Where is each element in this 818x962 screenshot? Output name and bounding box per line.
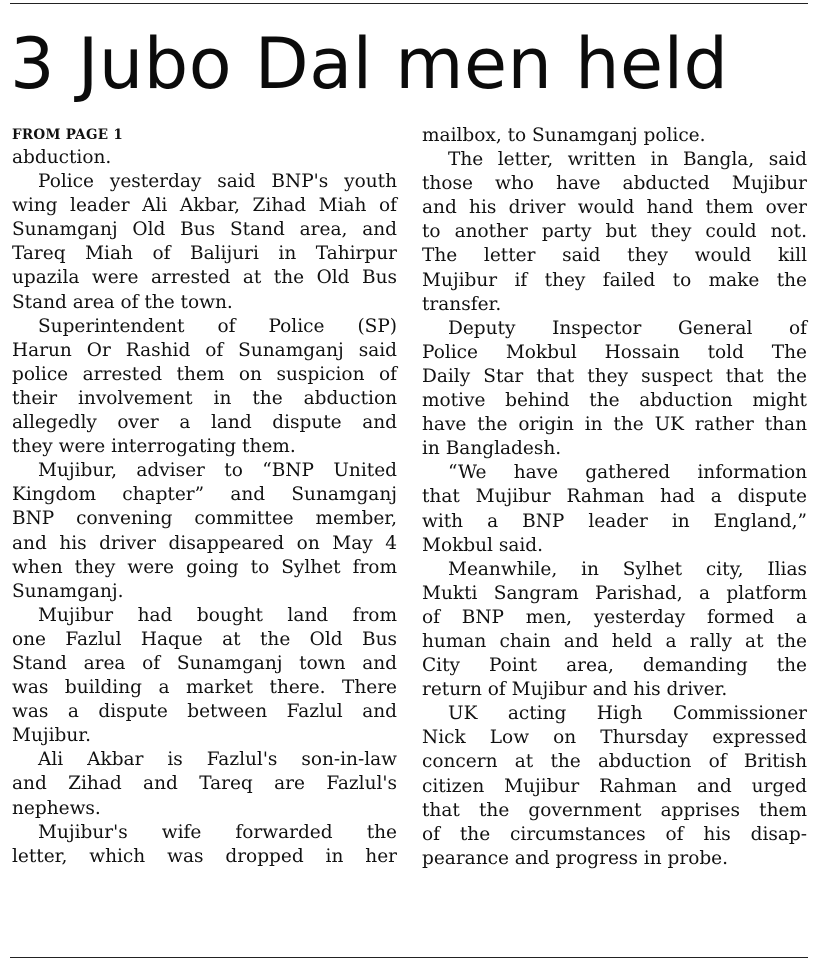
top-rule bbox=[10, 3, 808, 4]
article-line: Mujibur, adviser to “BNP United bbox=[38, 460, 397, 482]
article-line: was a dispute between Fazlul and bbox=[12, 701, 397, 723]
article-line: Mujibur if they failed to make the bbox=[422, 269, 807, 291]
article-line: with a BNP leader in England,” bbox=[422, 510, 807, 532]
article-line: that the government apprises them bbox=[422, 799, 807, 821]
article-line: they were interrogating them. bbox=[12, 436, 296, 458]
article-line: “We have gathered information bbox=[448, 462, 807, 484]
headline: 3 Jubo Dal men held bbox=[10, 23, 729, 105]
article-line: City Point area, demanding the bbox=[422, 655, 807, 677]
article-line: Mujibur had bought land from bbox=[38, 604, 397, 626]
article-line: have the origin in the UK rather than bbox=[422, 414, 807, 436]
article-line: Mukti Sangram Parishad, a platform bbox=[422, 582, 807, 604]
article-line: in Bangladesh. bbox=[422, 438, 562, 460]
article-line: Mokbul said. bbox=[422, 534, 544, 556]
article-line: of the circumstances of his disap- bbox=[422, 823, 807, 845]
article-line: return of Mujibur and his driver. bbox=[422, 679, 728, 701]
article-line: and his driver disappeared on May 4 bbox=[12, 532, 397, 554]
article-line: and Zihad and Tareq are Fazlul's bbox=[12, 773, 397, 795]
article-line: one Fazlul Haque at the Old Bus bbox=[12, 628, 397, 650]
article-line: BNP convening committee member, bbox=[12, 508, 397, 530]
article-line: when they were going to Sylhet from bbox=[12, 556, 397, 578]
article-line: citizen Mujibur Rahman and urged bbox=[422, 775, 807, 797]
continuation-kicker: FROM PAGE 1 bbox=[12, 127, 124, 143]
article-line: Kingdom chapter” and Sunamganj bbox=[12, 484, 397, 506]
article-line: Mujibur. bbox=[12, 725, 91, 747]
article-line: motive behind the abduction might bbox=[422, 390, 807, 412]
article-line: those who have abducted Mujibur bbox=[422, 173, 807, 195]
article-line: Sunamganj Old Bus Stand area, and bbox=[12, 219, 397, 241]
article-line: letter, which was dropped in her bbox=[12, 845, 397, 867]
article-line: Meanwhile, in Sylhet city, Ilias bbox=[448, 558, 807, 580]
article-line: mailbox, to Sunamganj police. bbox=[422, 125, 706, 146]
article-line: Nick Low on Thursday expressed bbox=[422, 727, 807, 749]
article-line: their involvement in the abduction bbox=[12, 387, 397, 409]
article-line: Superintendent of Police (SP) bbox=[38, 315, 397, 337]
article-line: to another party but they could not. bbox=[422, 221, 807, 243]
article-line: Harun Or Rashid of Sunamganj said bbox=[12, 339, 397, 361]
article-line: Sunamganj. bbox=[12, 580, 124, 602]
article-line: concern at the abduction of British bbox=[422, 751, 807, 773]
article-line: wing leader Ali Akbar, Zihad Miah of bbox=[12, 195, 397, 217]
article-line: nephews. bbox=[12, 797, 101, 819]
article-line: of BNP men, yesterday formed a bbox=[422, 606, 807, 628]
article-line: Police yesterday said BNP's youth bbox=[38, 171, 397, 193]
article-line: Deputy Inspector General of bbox=[448, 317, 807, 339]
article-line: police arrested them on suspicion of bbox=[12, 363, 397, 385]
article-line: was building a market there. There bbox=[12, 677, 397, 699]
article-line: abduction. bbox=[12, 147, 112, 168]
article-line: Police Mokbul Hossain told The bbox=[422, 341, 807, 363]
article-line: pearance and progress in probe. bbox=[422, 847, 728, 869]
article-line: Ali Akbar is Fazlul's son-in-law bbox=[38, 749, 397, 771]
article-line: human chain and held a rally at the bbox=[422, 630, 807, 652]
article-line: upazila were arrested at the Old Bus bbox=[12, 267, 397, 289]
article-line: Tareq Miah of Balijuri in Tahirpur bbox=[12, 243, 397, 265]
article-line: The letter said they would kill bbox=[422, 245, 807, 267]
article-line: Stand area of Sunamganj town and bbox=[12, 652, 397, 674]
article-line: Daily Star that they suspect that the bbox=[422, 365, 807, 387]
article-line: allegedly over a land dispute and bbox=[12, 412, 397, 434]
article-line: and his driver would hand them over bbox=[422, 197, 807, 219]
bottom-rule bbox=[10, 957, 808, 958]
article-line: UK acting High Commissioner bbox=[448, 703, 807, 725]
article-line: The letter, written in Bangla, said bbox=[448, 149, 807, 171]
article-column-right bbox=[422, 124, 807, 871]
article-line: Stand area of the town. bbox=[12, 291, 233, 313]
article-line: Mujibur's wife forwarded the bbox=[38, 821, 397, 843]
article-line: transfer. bbox=[422, 293, 502, 315]
article-column-left bbox=[12, 124, 397, 869]
article-line: that Mujibur Rahman had a dispute bbox=[422, 486, 807, 508]
